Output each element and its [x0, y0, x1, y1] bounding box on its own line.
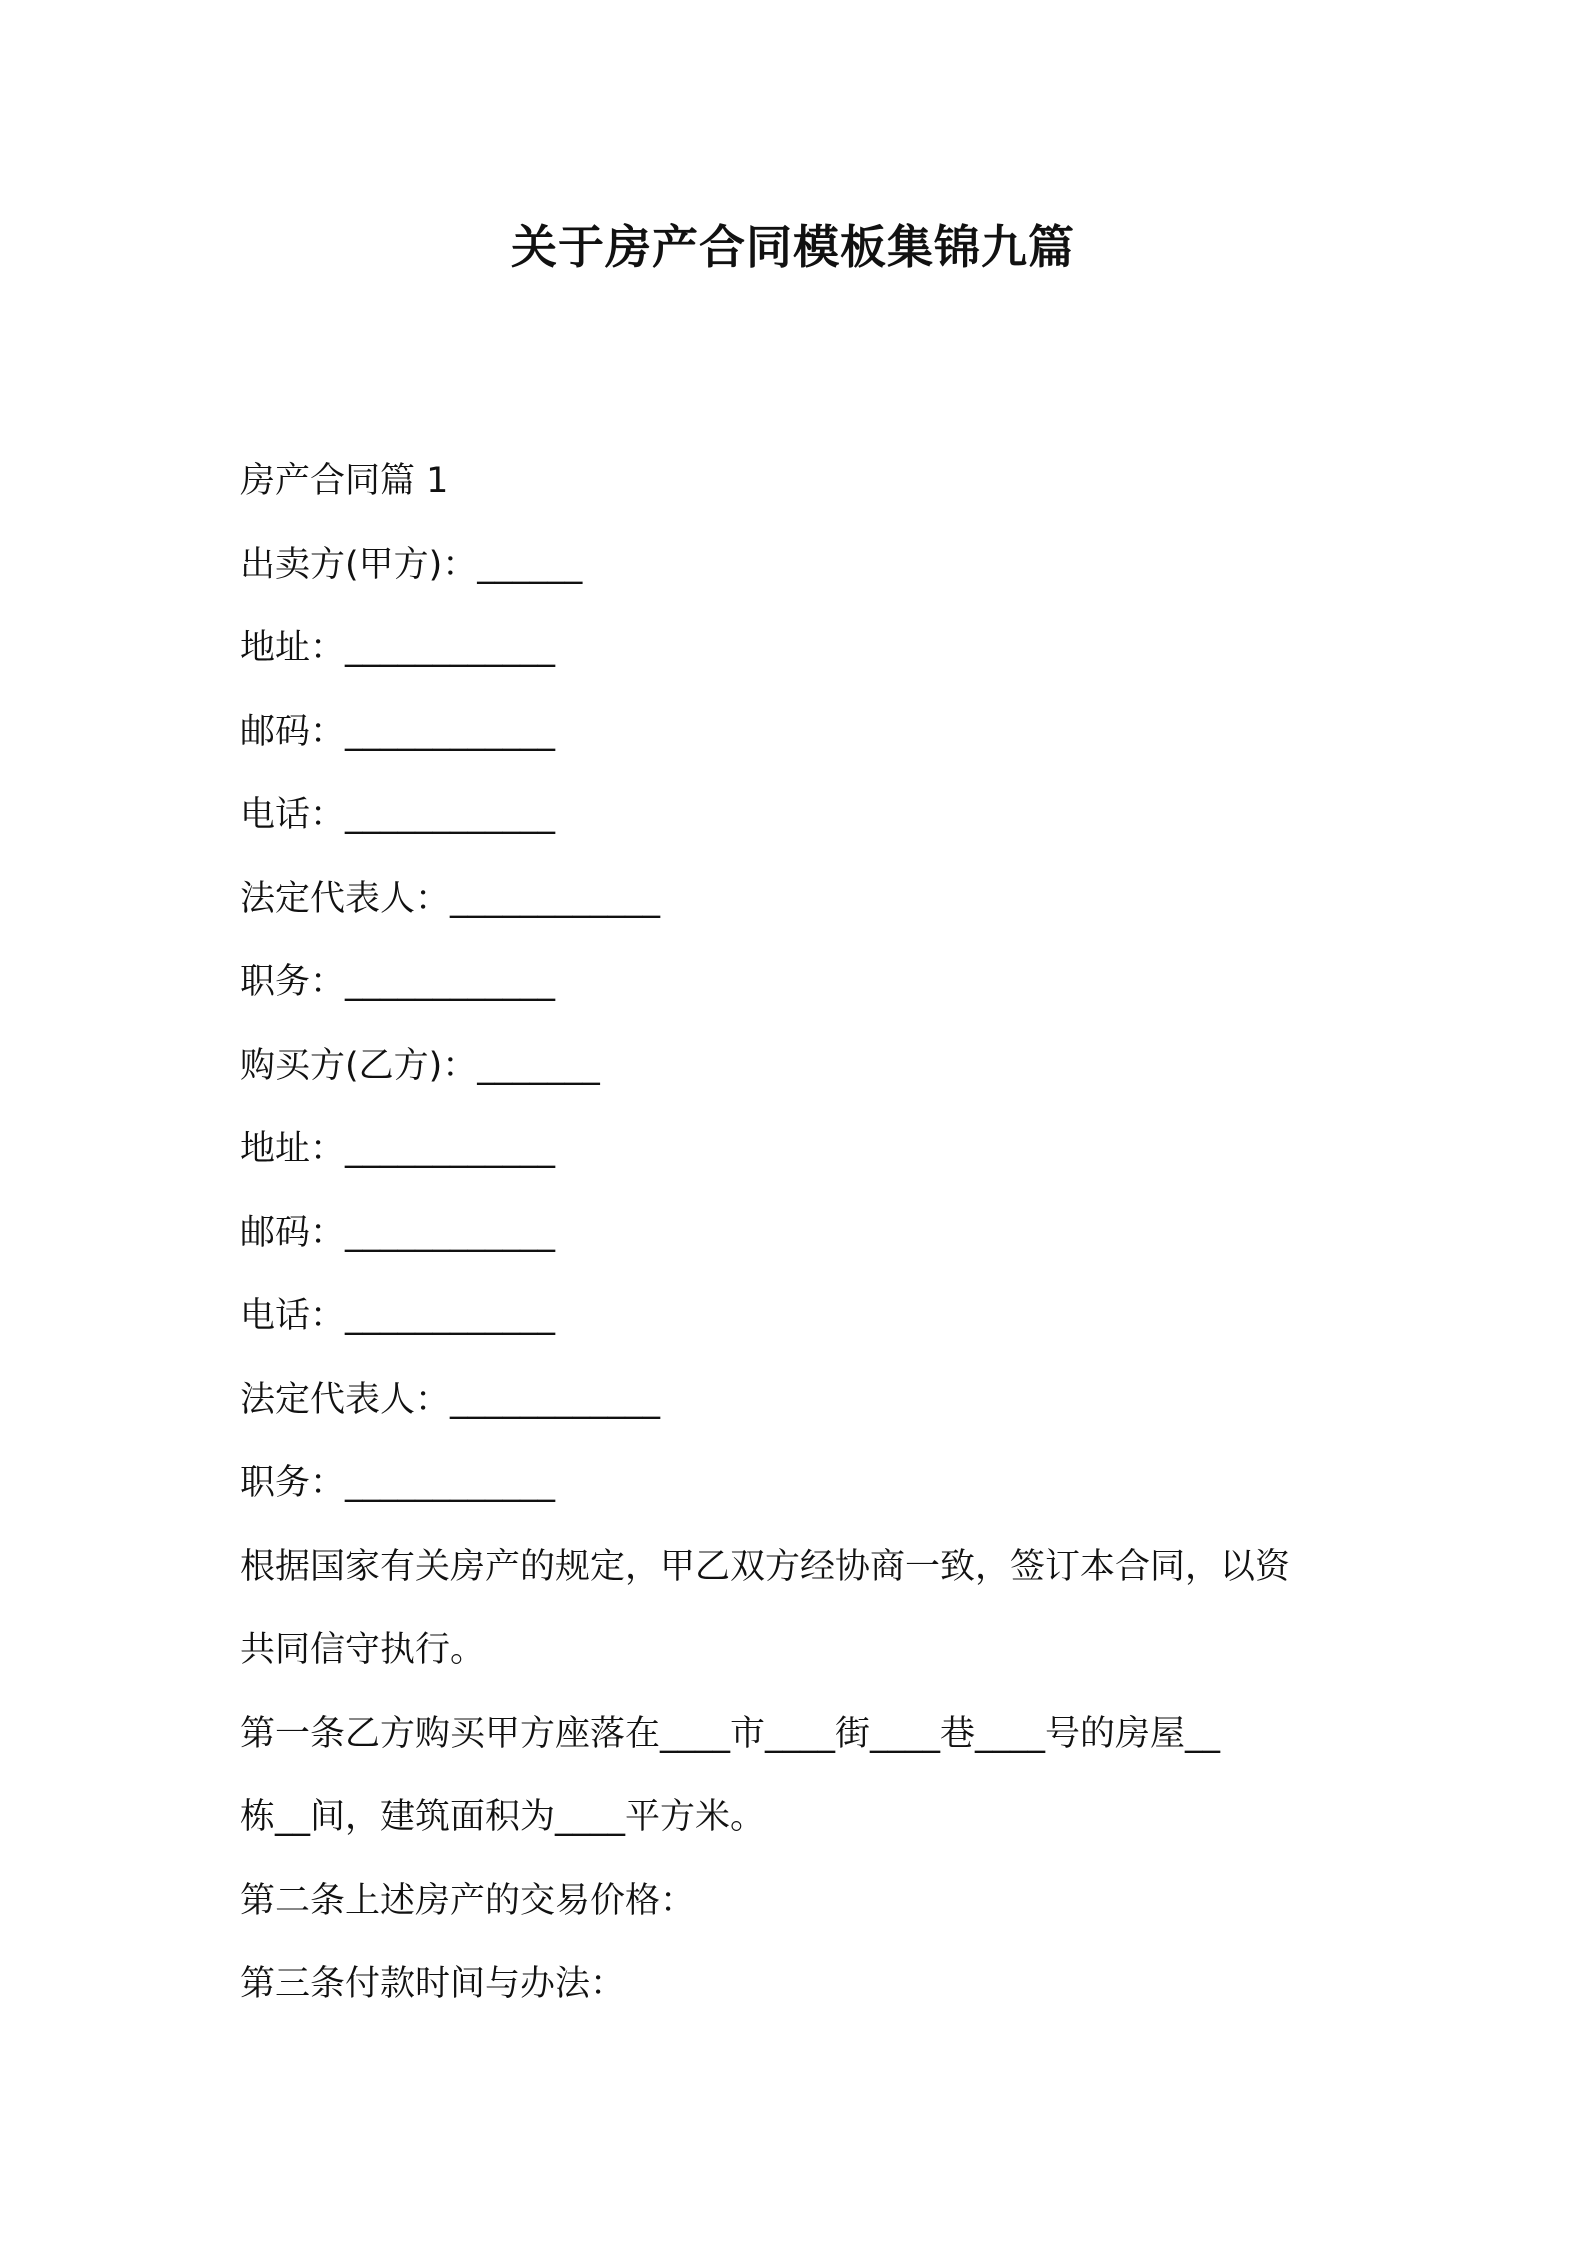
preamble-line-1: 根据国家有关房产的规定，甲乙双方经协商一致，签订本合同，以资: [240, 1546, 1291, 1587]
article-1-line-2: 栋__间，建筑面积为____平方米。: [240, 1797, 766, 1837]
buyer-phone-field: 电话：____________: [240, 1296, 556, 1336]
preamble-line-2: 共同信守执行。: [240, 1630, 486, 1670]
article-1-line-1: 第一条乙方购买甲方座落在____市____街____巷____号的房屋__: [240, 1713, 1221, 1754]
seller-legal-rep-field: 法定代表人：____________: [240, 878, 661, 919]
seller-field: 出卖方(甲方)：______: [240, 544, 583, 585]
document-title: 关于房产合同模板集锦九篇: [511, 220, 1075, 274]
seller-address-field: 地址：____________: [240, 628, 556, 668]
buyer-field: 购买方(乙方)：_______: [240, 1045, 600, 1086]
seller-position-field: 职务：____________: [240, 962, 556, 1002]
article-2: 第二条上述房产的交易价格：: [240, 1880, 696, 1921]
document-body: [240, 440, 1360, 2027]
buyer-position-field: 职务：____________: [240, 1463, 556, 1503]
section-heading: 房产合同篇 1: [240, 461, 449, 501]
buyer-postcode-field: 邮码：____________: [240, 1212, 556, 1253]
seller-postcode-field: 邮码：____________: [240, 711, 556, 752]
article-3: 第三条付款时间与办法：: [240, 1964, 626, 2004]
buyer-legal-rep-field: 法定代表人：____________: [240, 1379, 661, 1420]
seller-phone-field: 电话：____________: [240, 795, 556, 835]
buyer-address-field: 地址：____________: [240, 1129, 556, 1169]
